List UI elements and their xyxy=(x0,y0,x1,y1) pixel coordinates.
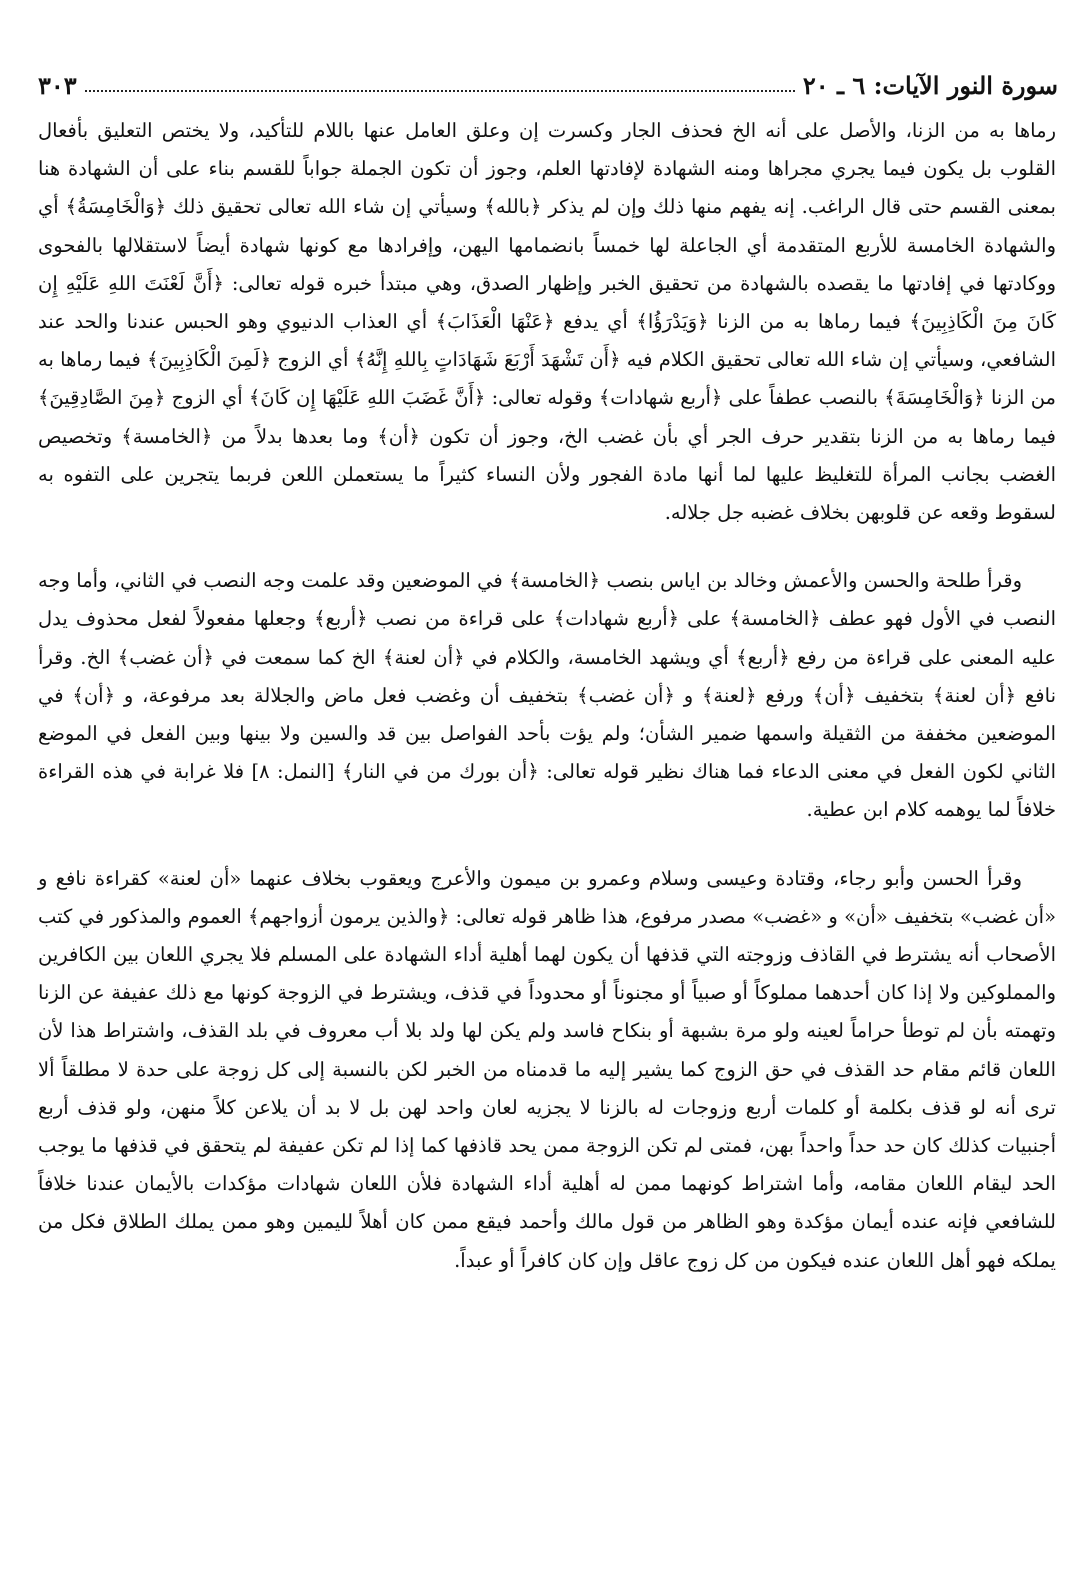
header-dot-leader xyxy=(85,90,795,92)
page-header xyxy=(38,60,1058,100)
page-body xyxy=(38,112,1056,1280)
paragraph: وقرأ طلحة والحسن والأعمش وخالد بن اياس بنصب ﴿الخامسة﴾ في الموضعين وقد علمت وجه النصب في الثاني، وأما وجه النصب في الأول فهو عطف ﴿الخامسة﴾ على ﴿أربع شهادات﴾ على قراءة من نصب ﴿أربع﴾ وجعلها مفعولاً لفعل محذوف يدل عليه المعنى على قراءة من رفع ﴿أربع﴾ أي ويشهد الخامسة، والكلام في ﴿أن لعنة﴾ الخ كما سمعت في ﴿أن غضب﴾ الخ. وقرأ نافع ﴿أن لعنة﴾ بتخفيف ﴿أن﴾ ورفع ﴿لعنة﴾ و ﴿أن غضب﴾ بتخفيف أن وغضب فعل ماض والجلالة بعد مرفوعة، و ﴿أن﴾ في الموضعين مخففة من الثقيلة واسمها ضمير الشأن؛ ولم يؤت بأحد الفواصل بين قد والسين ولا بينها وبين الفعل في الموضع الثاني لكون الفعل في معنى الدعاء فما هناك نظير قوله تعالى: ﴿أن بورك من في النار﴾ [النمل: ٨] فلا غرابة في هذه القراءة خلافاً لما يوهمه كلام ابن عطية. xyxy=(38,569,1057,822)
page-number: ٣٠٣ xyxy=(38,71,77,100)
paragraph: وقرأ الحسن وأبو رجاء، وقتادة وعيسى وسلام وعمرو بن ميمون والأعرج ويعقوب بخلاف عنهما «أن لعنة» كقراءة نافع و «أن غضب» بتخفيف «أن» و «غضب» مصدر مرفوع، هذا ظاهر قوله تعالى: ﴿والذين يرمون أزواجهم﴾ العموم والمذكور في كتب الأصحاب أنه يشترط في القاذف وزوجته التي قذفها أن يكون لهما أهلية أداء الشهادة على المسلم فلا يجري اللعان بين الكافرين والمملوكين ولا إذا كان أحدهما مملوكاً أو صبياً أو مجنوناً أو محدوداً في قذف، ويشترط في الزوجة كونها مع ذلك عفيفة عن الزنا وتهمته بأن لم توطأ حراماً لعينه ولو مرة بشبهة أو بنكاح فاسد ولم يكن لها ولد بلا أب معروف في بلد القذف، واشتراط هذا لأن اللعان قائم مقام حد القذف في حق الزوج كما يشير إليه ما قدمناه من الخبر لكن بالنسبة إلى كل زوجة على حدة لا مطلقاً ألا ترى أنه لو قذف بكلمة أو كلمات أربع وزوجات له بالزنا لا يجزيه لعان واحد لهن بل لا بد أن يلاعن كلاً منهن، ولو قذف أربع أجنبيات كذلك كان حد حداً واحداً بهن، فمتى لم تكن الزوجة ممن يحد قاذفها كما إذا لم تكن عفيفة لم يتحقق في قذفها ما يوجب الحد ليقام اللعان مقامه، وأما اشتراط كونهما ممن له أهلية أداء الشهادة فلأن اللعان شهادات مؤكدات بالأيمان عندنا خلافاً للشافعي فإنه عنده أيمان مؤكدة وهو الظاهر من قول مالك وأحمد فيقع ممن كان أهلاً لليمين وهو ممن يملك الطلاق فكل من يملكه فهو أهل اللعان عنده فيكون من كل زوج عاقل وإن كان كافراً أو عبداً. xyxy=(38,866,1056,1272)
running-title: سورة النور الآيات: ٦ ـ ٢٠ xyxy=(802,71,1058,100)
paragraph: رماها به من الزنا، والأصل على أنه الخ فحذف الجار وكسرت إن وعلق العامل عنها باللام للتأكيد، ولا يختص التعليق بأفعال القلوب بل يكون فيما يجري مجراها ومنه الشهادة لإفادتها العلم، وجوز أن تكون الجملة جواباً للقسم بناء على أن الشهادة هنا بمعنى القسم حتى قال الراغب. إنه يفهم منها ذلك وإن لم يذكر ﴿بالله﴾ وسيأتي إن شاء الله تعالى تحقيق ذلك ﴿وَالْخَامِسَةُ﴾ أي والشهادة الخامسة للأربع المتقدمة أي الجاعلة لها خمساً بانضمامها اليهن، وإفرادها مع كونها شهادة أيضاً لاستقلالها بالفحوى ووكادتها في إفادتها ما يقصده بالشهادة من تحقيق الخبر وإظهار الصدق، وهي مبتدأ خبره قوله تعالى: ﴿أَنَّ لَعْنَتَ اللهِ عَلَيْهِ إِن كَانَ مِنَ الْكَاذِبِينَ﴾ فيما رماها به من الزنا ﴿وَيَدْرَؤُا﴾ أي يدفع ﴿عَنْهَا الْعَذَابَ﴾ أي العذاب الدنيوي وهو الحبس عندنا والحد عند الشافعي، وسيأتي إن شاء الله تعالى تحقيق الكلام فيه ﴿أَن تَشْهَدَ أَرْبَعَ شَهَادَاتٍ بِاللهِ إِنَّهُ﴾ أي الزوج ﴿لَمِنَ الْكَاذِبِينَ﴾ فيما رماها به من الزنا ﴿وَالْخَامِسَةَ﴾ بالنصب عطفاً على ﴿أربع شهادات﴾ وقوله تعالى: ﴿أَنَّ غَضَبَ اللهِ عَلَيْهَا إِن كَانَ﴾ أي الزوج ﴿مِنَ الصَّادِقِينَ﴾ فيما رماها به من الزنا بتقدير حرف الجر أي بأن غضب الخ، وجوز أن تكون ﴿أن﴾ وما بعدها بدلاً من ﴿الخامسة﴾ وتخصيص الغضب بجانب المرأة للتغليظ عليها لما أنها مادة الفجور ولأن النساء كثيراً ما يستعملن اللعن فربما يتجرين على التفوه به لسقوط وقعه عن قلوبهن بخلاف غضبه جل جلاله. xyxy=(38,119,1056,525)
